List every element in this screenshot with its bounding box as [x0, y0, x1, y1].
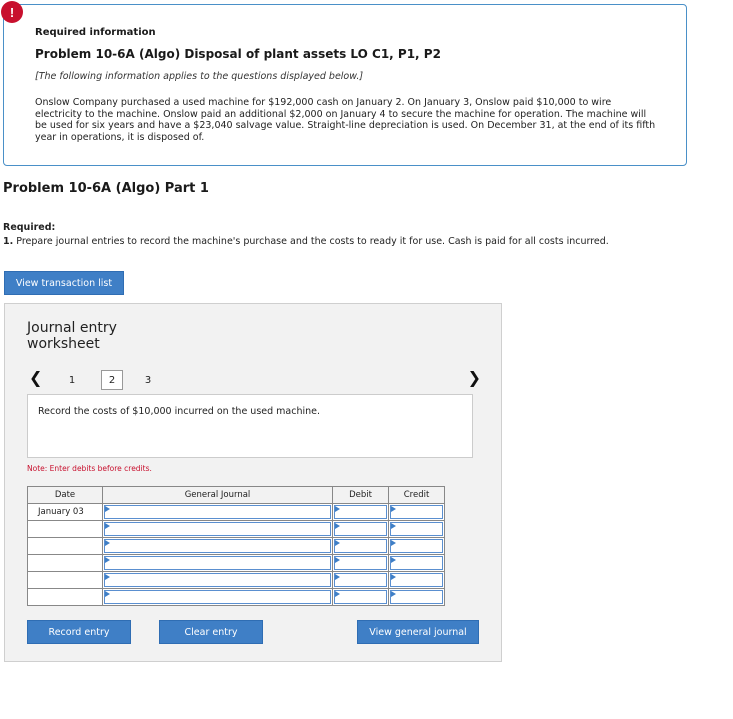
- record-entry-button[interactable]: Record entry: [27, 620, 131, 644]
- input-indicator-icon: [391, 557, 396, 563]
- table-row: [28, 521, 445, 538]
- dropdown-indicator-icon: [105, 591, 110, 597]
- input-indicator-icon: [391, 523, 396, 529]
- page-2[interactable]: 2: [101, 370, 123, 390]
- date-cell: [28, 555, 103, 572]
- input-indicator-icon: [335, 523, 340, 529]
- date-cell: [28, 538, 103, 555]
- credit-input[interactable]: [389, 521, 445, 538]
- input-indicator-icon: [391, 574, 396, 580]
- debit-header: Debit: [333, 487, 389, 504]
- chevron-left-icon[interactable]: ❮: [29, 368, 43, 387]
- view-transaction-list-button[interactable]: View transaction list: [4, 271, 124, 295]
- general-journal-header: General Journal: [103, 487, 333, 504]
- required-number: 1.: [3, 236, 14, 247]
- table-row: [28, 572, 445, 589]
- table-row: [28, 589, 445, 606]
- view-general-journal-button[interactable]: View general journal: [357, 620, 479, 644]
- account-input[interactable]: [103, 538, 333, 555]
- required-instruction: [3, 236, 609, 247]
- input-indicator-icon: [391, 540, 396, 546]
- dropdown-indicator-icon: [105, 523, 110, 529]
- dropdown-indicator-icon: [105, 540, 110, 546]
- debit-input[interactable]: [333, 572, 389, 589]
- page-1[interactable]: 1: [68, 374, 76, 386]
- debit-input[interactable]: [333, 504, 389, 521]
- scenario-text: Onslow Company purchased a used machine for $192,000 cash on January 2. On January 3, Onslow paid $10,000 to wire electricity to the machine. Onslow paid an additional $2,000 on January 4 to secure the machine for operation. The machine will be used for six years and have a $23,040 salvage value. Straight-line depreciation is used. On December 31, at the end of its fifth year in operations, it is disposed of.: [35, 97, 656, 143]
- problem-title: Problem 10-6A (Algo) Disposal of plant assets LO C1, P1, P2: [35, 47, 441, 61]
- chevron-right-icon[interactable]: ❯: [467, 368, 481, 387]
- dropdown-indicator-icon: [105, 506, 110, 512]
- account-input[interactable]: [103, 521, 333, 538]
- input-indicator-icon: [335, 591, 340, 597]
- credit-input[interactable]: [389, 504, 445, 521]
- date-cell: [28, 589, 103, 606]
- debit-input[interactable]: [333, 555, 389, 572]
- dropdown-indicator-icon: [105, 574, 110, 580]
- table-row: [28, 555, 445, 572]
- debit-input[interactable]: [333, 521, 389, 538]
- required-information-heading: Required information: [35, 27, 156, 38]
- dropdown-indicator-icon: [105, 557, 110, 563]
- journal-entry-worksheet: [4, 303, 502, 662]
- date-cell: January 03: [28, 504, 103, 521]
- account-input[interactable]: [103, 572, 333, 589]
- credit-header: Credit: [389, 487, 445, 504]
- clear-entry-button[interactable]: Clear entry: [159, 620, 263, 644]
- credit-input[interactable]: [389, 589, 445, 606]
- journal-table: [27, 486, 445, 606]
- table-row: [28, 538, 445, 555]
- credit-input[interactable]: [389, 555, 445, 572]
- input-indicator-icon: [391, 591, 396, 597]
- debit-input[interactable]: [333, 538, 389, 555]
- table-row: [28, 504, 445, 521]
- input-indicator-icon: [391, 506, 396, 512]
- account-input[interactable]: [103, 504, 333, 521]
- account-input[interactable]: [103, 589, 333, 606]
- alert-icon: !: [1, 1, 23, 23]
- credit-input[interactable]: [389, 572, 445, 589]
- transaction-prompt-box: [27, 394, 473, 458]
- transaction-prompt: Record the costs of $10,000 incurred on the used machine.: [38, 406, 321, 417]
- worksheet-title: Journal entry worksheet: [27, 320, 117, 352]
- debit-input[interactable]: [333, 589, 389, 606]
- part-title: Problem 10-6A (Algo) Part 1: [3, 181, 209, 196]
- date-cell: [28, 572, 103, 589]
- worksheet-pager: [27, 366, 483, 394]
- info-note: [The following information applies to the questions displayed below.]: [35, 71, 364, 82]
- input-indicator-icon: [335, 506, 340, 512]
- date-cell: [28, 521, 103, 538]
- required-information-panel: [3, 4, 687, 166]
- input-indicator-icon: [335, 557, 340, 563]
- account-input[interactable]: [103, 555, 333, 572]
- debits-note: Note: Enter debits before credits.: [27, 464, 152, 473]
- page-3[interactable]: 3: [144, 374, 152, 386]
- required-label: Required:: [3, 222, 56, 233]
- required-instruction-text: Prepare journal entries to record the machine's purchase and the costs to ready it for use. Cash is paid for all costs incurred.: [13, 236, 609, 247]
- date-header: Date: [28, 487, 103, 504]
- input-indicator-icon: [335, 540, 340, 546]
- input-indicator-icon: [335, 574, 340, 580]
- credit-input[interactable]: [389, 538, 445, 555]
- journal-header-row: [28, 487, 445, 504]
